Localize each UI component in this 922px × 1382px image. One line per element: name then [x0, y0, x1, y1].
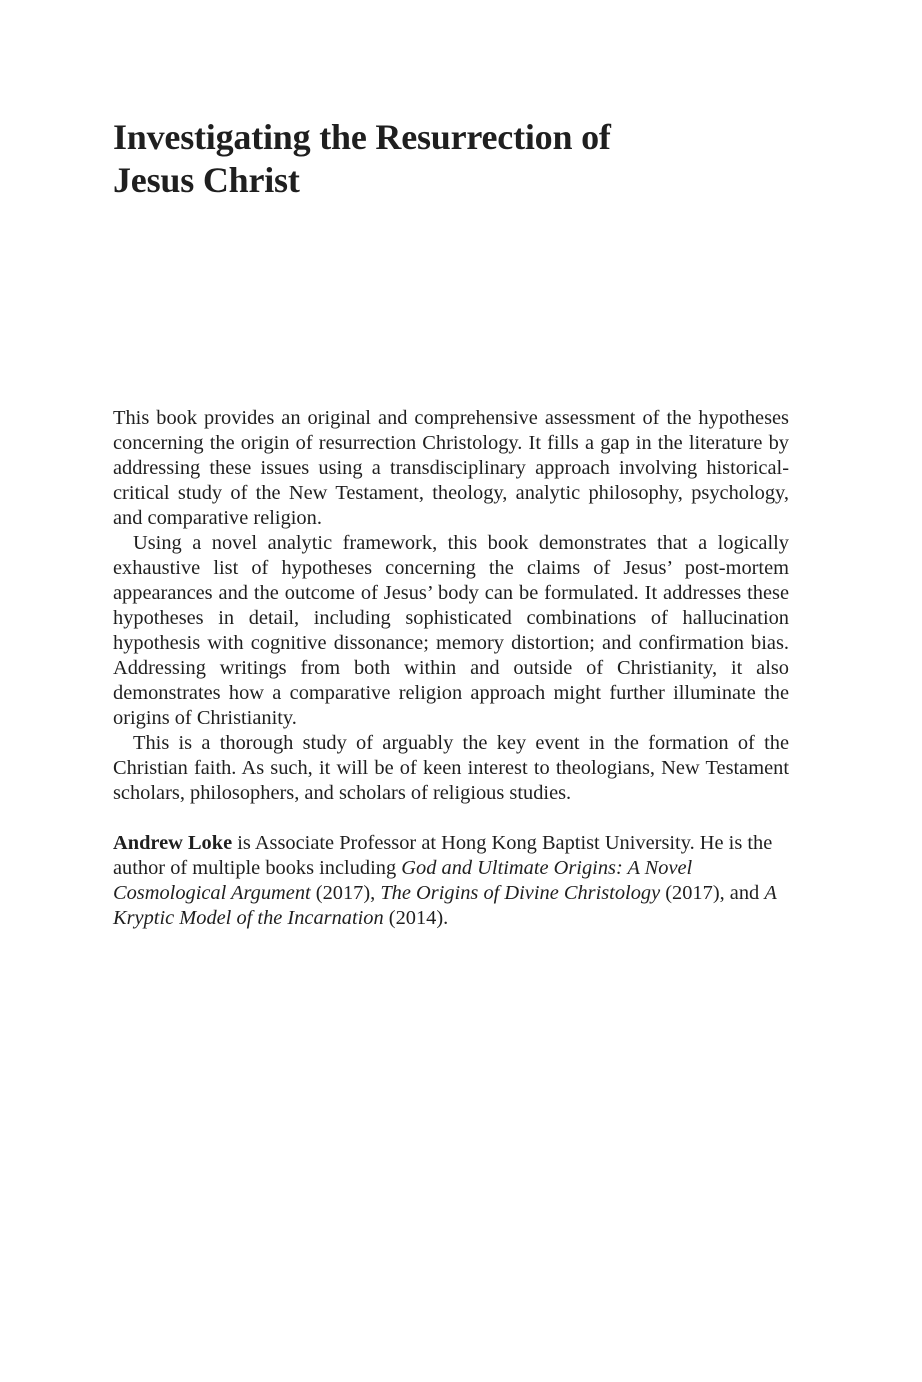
- description-paragraph-3: This is a thorough study of arguably the key event in the formation of the Christian faith. As such, it will be of keen interest to theologians, New Testament scholars, philosophers, and scholars of religious studies.: [113, 732, 789, 804]
- description-paragraph-1: This book provides an original and comprehensive assessment of the hypotheses concerning the origin of resurrection Christology. It fills a gap in the literature by addressing these issues using a transdisciplinary approach involving historical-critical study of the New Testament, theology, analytic philosophy, psychology, and comparative religion.: [113, 407, 789, 529]
- author-book-3: A Kryptic Model of the Incarnation: [113, 882, 777, 929]
- author-bio-text-4: (2014).: [383, 907, 449, 929]
- author-bio-text-2: (2017),: [310, 882, 381, 904]
- book-title-line-1: Investigating the Resurrection of: [113, 117, 611, 157]
- book-title-line-2: Jesus Christ: [113, 160, 300, 200]
- author-name: Andrew Loke: [113, 832, 233, 854]
- author-book-1: God and Ultimate Origins: A Novel Cosmological Argument: [113, 857, 693, 904]
- book-description: [113, 406, 789, 806]
- author-bio-text-3: (2017), and: [660, 882, 765, 904]
- description-paragraph-2: Using a novel analytic framework, this book demonstrates that a logically exhaustive list of hypotheses concerning the claims of Jesus’ post-mortem appearances and the outcome of Jesus’ body can be formulated. It addresses these hypotheses in detail, including sophisticated combinations of hallucination hypothesis with cognitive dissonance; memory distortion; and confirmation bias. Addressing writings from both within and outside of Christianity, it also demonstrates how a comparative religion approach might further illuminate the origins of Christianity.: [113, 532, 789, 729]
- author-bio-text-1: is Associate Professor at Hong Kong Baptist University. He is the author of multiple books including: [113, 832, 773, 879]
- author-bio: [113, 831, 789, 931]
- author-book-2: The Origins of Divine Christology: [380, 882, 661, 904]
- book-title: [113, 116, 789, 202]
